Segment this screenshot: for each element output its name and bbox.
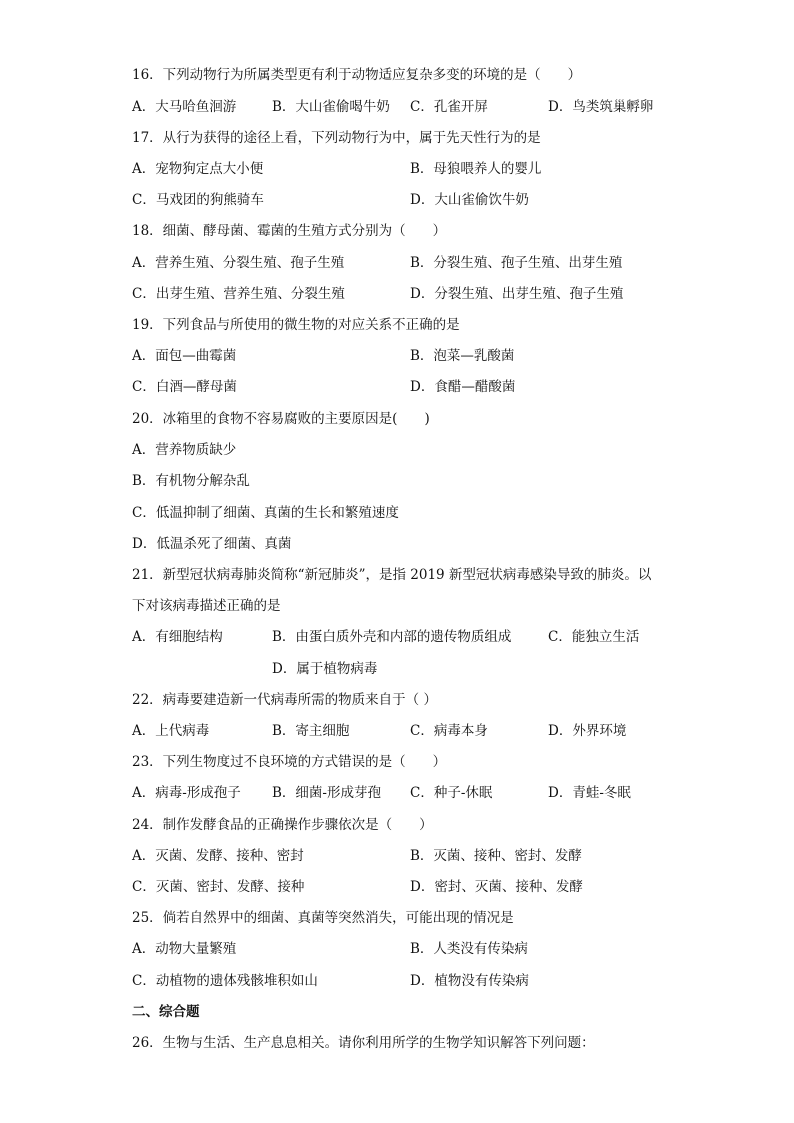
question-24-option-c: C．灭菌、密封、发酵、接种: [132, 879, 305, 895]
question-17-option-c: C．马戏团的狗熊骑车: [132, 192, 264, 208]
question-23-stem: 23．下列生物度过不良环境的方式错误的是（ ）: [132, 754, 447, 770]
question-17-option-d: D．大山雀偷饮牛奶: [410, 192, 529, 208]
question-18-option-d: D．分裂生殖、出芽生殖、孢子生殖: [410, 286, 624, 302]
question-16-stem: 16．下列动物行为所属类型更有利于动物适应复杂多变的环境的是（ ）: [132, 67, 582, 83]
question-26-stem: 26．生物与生活、生产息息相关。请你利用所学的生物学知识解答下列问题：: [132, 1035, 595, 1051]
question-20-option-b: B．有机物分解杂乱: [132, 473, 250, 489]
question-21-option-c: C．能独立生活: [548, 629, 640, 645]
question-24-option-b: B．灭菌、接种、密封、发酵: [410, 848, 582, 864]
question-23-option-a: A．病毒-形成孢子: [132, 785, 241, 801]
question-19-option-d: D．食醋—醋酸菌: [410, 379, 516, 395]
question-18-option-b: B．分裂生殖、孢子生殖、出芽生殖: [410, 255, 623, 271]
question-23-option-d: D．青蛙-冬眠: [548, 785, 631, 801]
question-17-stem: 17．从行为获得的途径上看，下列动物行为中，属于先天性行为的是: [132, 130, 541, 146]
question-24-option-a: A．灭菌、发酵、接种、密封: [132, 848, 304, 864]
question-22-option-d: D．外界环境: [548, 723, 627, 739]
question-22-option-b: B．寄主细胞: [272, 723, 350, 739]
question-20-option-a: A．营养物质缺少: [132, 442, 237, 458]
question-24-option-d: D．密封、灭菌、接种、发酵: [410, 879, 583, 895]
question-25-option-d: D．植物没有传染病: [410, 973, 529, 989]
question-19-option-a: A．面包—曲霉菌: [132, 348, 237, 364]
question-19-option-c: C．白酒—酵母菌: [132, 379, 237, 395]
question-21-option-a: A．有细胞结构: [132, 629, 223, 645]
question-20-option-c: C．低温抑制了细菌、真菌的生长和繁殖速度: [132, 505, 399, 521]
question-19-option-b: B．泡菜—乳酸菌: [410, 348, 515, 364]
question-20-option-d: D．低温杀死了细菌、真菌: [132, 536, 292, 552]
question-22-stem: 22．病毒要建造新一代病毒所需的物质来自于（ ）: [132, 692, 437, 708]
question-16-option-d: D．鸟类筑巢孵卵: [548, 99, 654, 115]
question-18-option-a: A．营养生殖、分裂生殖、孢子生殖: [132, 255, 345, 271]
question-17-option-a: A．宠物狗定点大小便: [132, 161, 264, 177]
question-21-option-d: D．属于植物病毒: [272, 661, 378, 677]
question-21-option-b: B．由蛋白质外壳和内部的遗传物质组成: [272, 629, 512, 645]
question-22-option-a: A．上代病毒: [132, 723, 210, 739]
question-25-stem: 25．倘若自然界中的细菌、真菌等突然消失，可能出现的情况是: [132, 910, 514, 926]
question-25-option-c: C．动植物的遗体残骸堆积如山: [132, 973, 318, 989]
question-18-option-c: C．出芽生殖、营养生殖、分裂生殖: [132, 286, 345, 302]
question-22-option-c: C．病毒本身: [410, 723, 488, 739]
question-23-option-b: B．细菌-形成芽孢: [272, 785, 381, 801]
question-19-stem: 19．下列食品与所使用的微生物的对应关系不正确的是: [132, 317, 460, 333]
question-25-option-a: A．动物大量繁殖: [132, 941, 237, 957]
question-17-option-b: B．母狼喂养人的婴儿: [410, 161, 542, 177]
question-16-option-b: B．大山雀偷喝牛奶: [272, 99, 390, 115]
question-16-option-a: A．大马哈鱼洄游: [132, 99, 237, 115]
question-23-option-c: C．种子-休眠: [410, 785, 493, 801]
question-20-stem: 20．冰箱里的食物不容易腐败的主要原因是( ): [132, 411, 430, 427]
question-24-stem: 24．制作发酵食品的正确操作步骤依次是（ ）: [132, 817, 433, 833]
question-25-option-b: B．人类没有传染病: [410, 941, 528, 957]
question-21-stem: 21．新型冠状病毒肺炎简称“新冠肺炎”，是指 2019 新型冠状病毒感染导致的肺炎。以: [132, 567, 652, 583]
question-16-option-c: C．孔雀开屏: [410, 99, 488, 115]
question-18-stem: 18．细菌、酵母菌、霉菌的生殖方式分别为（ ）: [132, 223, 447, 239]
section-heading: 二、综合题: [132, 1004, 200, 1020]
question-21-stem-continued: 下对该病毒描述正确的是: [132, 598, 281, 614]
